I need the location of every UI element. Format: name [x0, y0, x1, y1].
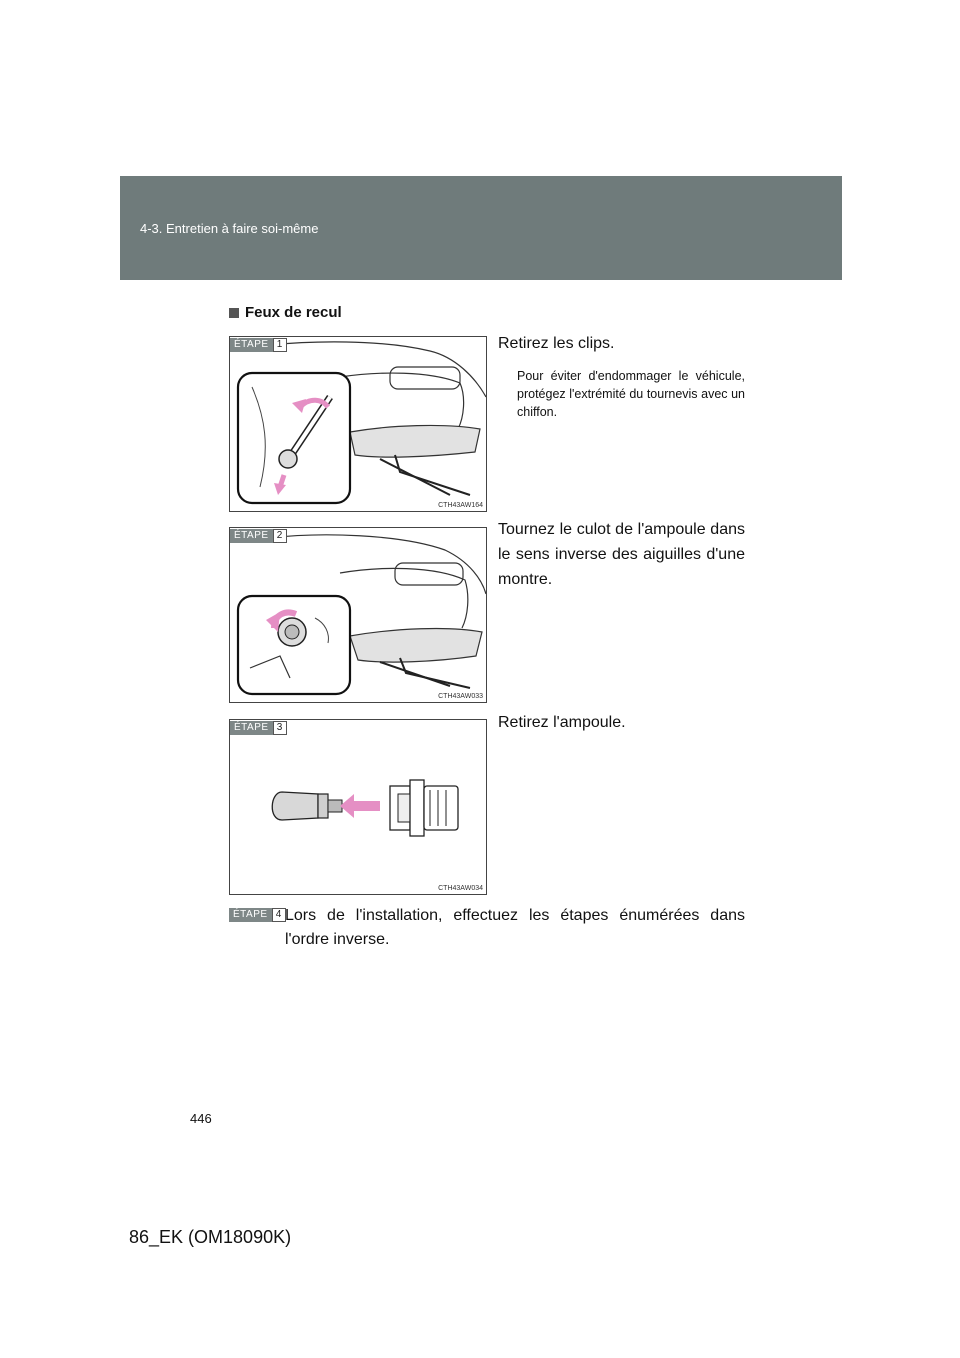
figure-code: CTH43AW164: [438, 502, 483, 509]
step-4-tag: [229, 908, 286, 922]
step-1-tag: [230, 338, 287, 352]
step-label: ÉTAPE: [230, 529, 273, 543]
figure-step-3: [229, 719, 487, 895]
bulb-socket-turn-illustration: [230, 528, 486, 702]
step-number: 3: [273, 721, 287, 735]
step-number: 1: [273, 338, 287, 352]
figure-step-1: [229, 336, 487, 512]
step-label: ÉTAPE: [229, 908, 272, 922]
step-2-tag: [230, 529, 287, 543]
figure-code: CTH43AW034: [438, 885, 483, 892]
page-number: 446: [190, 1111, 212, 1126]
step-number: 4: [272, 908, 286, 922]
section-breadcrumb: 4-3. Entretien à faire soi-même: [140, 221, 319, 236]
step-3-tag: [230, 721, 287, 735]
step-label: ÉTAPE: [230, 338, 273, 352]
step-4-text: Lors de l'installation, effectuez les étapes énumérées dans l'ordre inverse.: [285, 907, 745, 948]
section-title-text: Feux de recul: [245, 304, 342, 321]
bulb-removal-illustration: [230, 720, 486, 894]
figure-code: CTH43AW033: [438, 693, 483, 700]
step-label: ÉTAPE: [230, 721, 273, 735]
step-number: 2: [273, 529, 287, 543]
square-bullet-icon: [229, 308, 239, 318]
step-2-text: Tournez le culot de l'ampoule dans le sens inverse des aiguilles d'une montre.: [498, 521, 745, 588]
figure-step-2: [229, 527, 487, 703]
rear-bumper-clips-illustration: [230, 337, 486, 511]
section-title: [229, 304, 342, 321]
step-3-text: Retirez l'ampoule.: [498, 714, 626, 731]
step-1-text: Retirez les clips.: [498, 335, 615, 352]
document-code: 86_EK (OM18090K): [129, 1227, 292, 1247]
step-1-note: Pour éviter d'endommager le véhicule, protégez l'extrémité du tournevis avec un chiffon.: [517, 369, 745, 419]
